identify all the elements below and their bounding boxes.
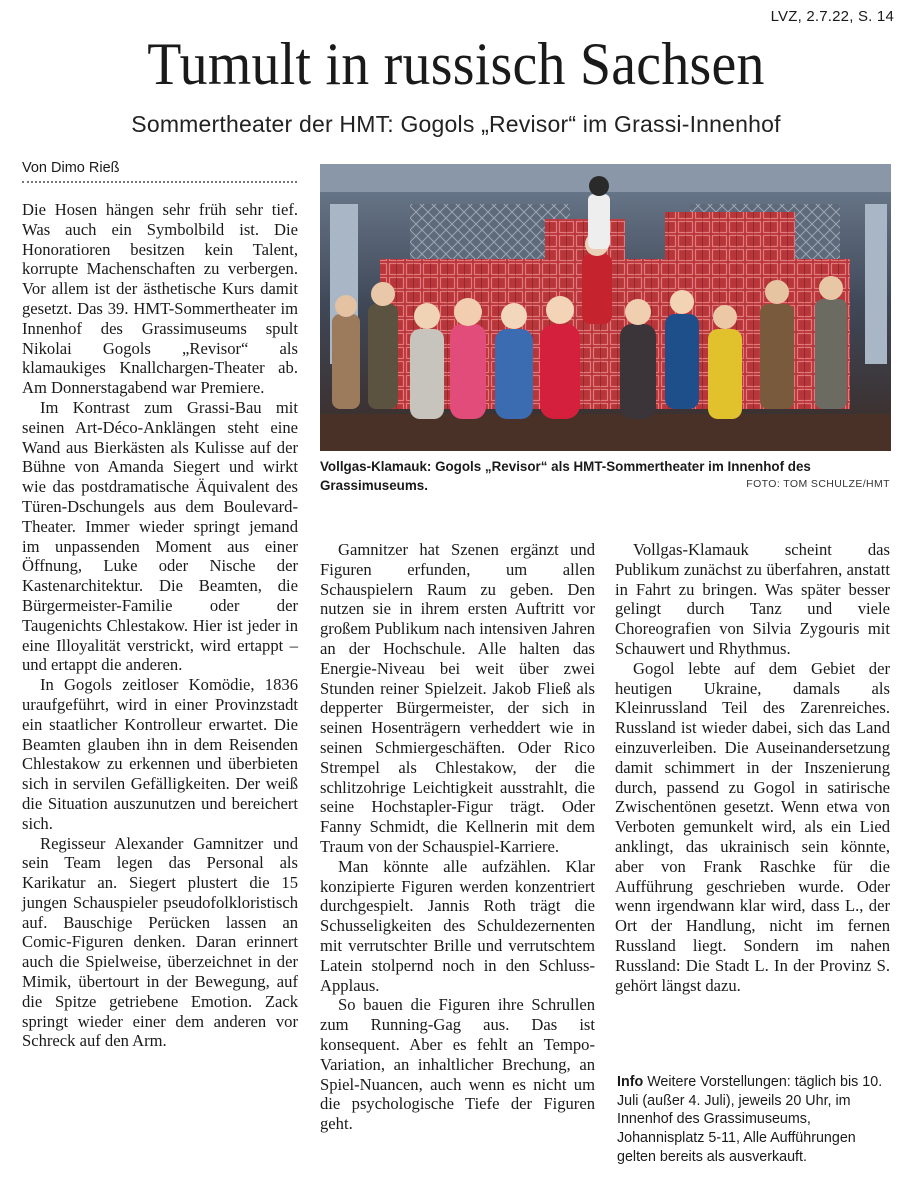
article-column-3 [615, 540, 890, 995]
paragraph: In Gogols zeitloser Komödie, 1836 uraufgeführt, wird in einer Provinzstadt ein staatlicher Kontrolleur erwartet. Die Beamten glauben ihn in dem Reisenden Chlestakow zu erkennen und überbieten sich in servilen Gefälligkeiten. Der weiß die Situation auszunutzen und bereichert sich. [22, 675, 298, 833]
stage-photo [320, 164, 891, 451]
photo-credit: FOTO: TOM SCHULZE/HMT [746, 478, 890, 490]
photo-caption: Vollgas-Klamauk: Gogols „Revisor“ als HMT-Sommertheater im Innenhof des Grassimuseums. [320, 459, 811, 493]
source-reference: LVZ, 2.7.22, S. 14 [770, 8, 894, 25]
article-column-1 [22, 200, 298, 1051]
paragraph: Gamnitzer hat Szenen ergänzt und Figuren erfunden, um allen Schauspielern Raum zu geben. Den nutzen sie in ihrem ersten Auftritt vor großem Publikum nach intensiven Jahren an der Hochschule. Alle halten das Energie-Niveau bei weit über zwei Stunden reiner Spielzeit. Jakob Fließ als depperter Bürgermeister, der sich in seinen Hosenträgern verheddert wie in seinen Schmiergeschäften. Oder Rico Strempel als Chlestakow, der die schlitzohrige Leichtigkeit ausstrahlt, die seine Hochstapler-Figur trägt. Oder Fanny Schmidt, die Kellnerin mit dem Traum von der Schauspiel-Karriere. [320, 540, 595, 856]
paragraph: Im Kontrast zum Grassi-Bau mit seinen Art-Déco-Anklängen steht eine Wand aus Bierkästen als Kulisse auf der Bühne von Amanda Siegert und wirkt wie das postdramatische Äquivalent des Türen-Dschungels aus dem Boulevard-Theater. Immer wieder springt jemand im unpassenden Moment aus einer Öffnung, Luke oder Nische der Kastenarchitektur. Die Beamten, die Bürgermeister-Familie oder der Taugenichts Chlestakow. Hier ist jeder in eine Illoyalität verstrickt, wird ertappt – und ertappt die anderen. [22, 397, 298, 675]
info-text: Weitere Vorstellungen: täglich bis 10. Juli (außer 4. Juli), jeweils 20 Uhr, im Innenhof des Grassimuseums, Johannisplatz 5-11, Alle Aufführungen gelten bereits als ausverkauft. [617, 1074, 883, 1165]
paragraph: Gogol lebte auf dem Gebiet der heutigen Ukraine, damals als Kleinrussland Teil des Zarenreiches. Russland ist wieder dabei, sich das Land einzuverleiben. Die Auseinandersetzung damit schimmert in der Inszenierung durch, passend zu Gogol in satirische Zwischentönen gesetzt. Wenn etwa von Verboten gemunkelt wird, als ein Lied anklingt, das ukrainisch sein könnte, aber von Frank Raschke für die Aufführung geschrieben wurde. Oder wenn irgendwann klar wird, dass L., der Ort der Handlung, nicht im fernen Russland liegt. Sondern im nahen Russland: Die Stadt L. In der Provinz S. gehört längst dazu. [615, 658, 890, 995]
info-label: Info [617, 1074, 644, 1090]
byline: Von Dimo Rieß [22, 160, 297, 183]
paragraph: Die Hosen hängen sehr früh sehr tief. Was auch ein Symbolbild ist. Die Honoratioren besitzen kein Talent, korrupte Machenschaften zu verbergen. Vor allem ist der ästhetische Kurs damit gesetzt. Das 39. HMT-Sommertheater im Innenhof des Grassimuseums spult Nikolai Gogols „Revisor“ als klamaukiges Knallchargen-Theater ab. Am Donnerstagabend war Premiere. [22, 200, 298, 398]
paragraph: Man könnte alle aufzählen. Klar konzipierte Figuren werden konzentriert durchgespielt. Jannis Roth trägt die Schusseligkeiten des Schuldezernenten mit verrutschter Brille und verrutschtem Latein stolpernd noch in den Schluss-Applaus. [320, 856, 595, 995]
subheadline: Sommertheater der HMT: Gogols „Revisor“ im Grassi-Innenhof [131, 111, 781, 137]
paragraph: Vollgas-Klamauk scheint das Publikum zunächst zu überfahren, anstatt in Fahrt zu bringen. Was später besser gelingt durch Tanz und viele Choreografien von Silvia Zygouris mit Schauwert und Rhythmus. [615, 540, 890, 658]
paragraph: Regisseur Alexander Gamnitzer und sein Team legen das Personal als Karikatur an. Siegert plustert die 15 jungen Schauspieler pseudofolkloristisch auf. Bauschige Perücken lassen an Comic-Figuren denken. Daran erinnert auch die Spielweise, überzeichnet in der Mimik, übertourt in der Bewegung, auf die Spitze getriebene Emotion. Zack springt wieder einer dem anderen vor Schreck auf den Arm. [22, 833, 298, 1051]
info-box [617, 1073, 895, 1167]
paragraph: So bauen die Figuren ihre Schrullen zum Running-Gag aus. Das ist konsequent. Aber es fehlt an Tempo-Variation, an inhaltlicher Brechung, an Spiel-Nuancen, auch wenn es nicht um die psychologische Tiefe der Figuren geht. [320, 995, 595, 1134]
article-column-2 [320, 540, 595, 1134]
stage-photo-illustration [320, 164, 891, 451]
headline: Tumult in russisch Sachsen [147, 31, 765, 97]
